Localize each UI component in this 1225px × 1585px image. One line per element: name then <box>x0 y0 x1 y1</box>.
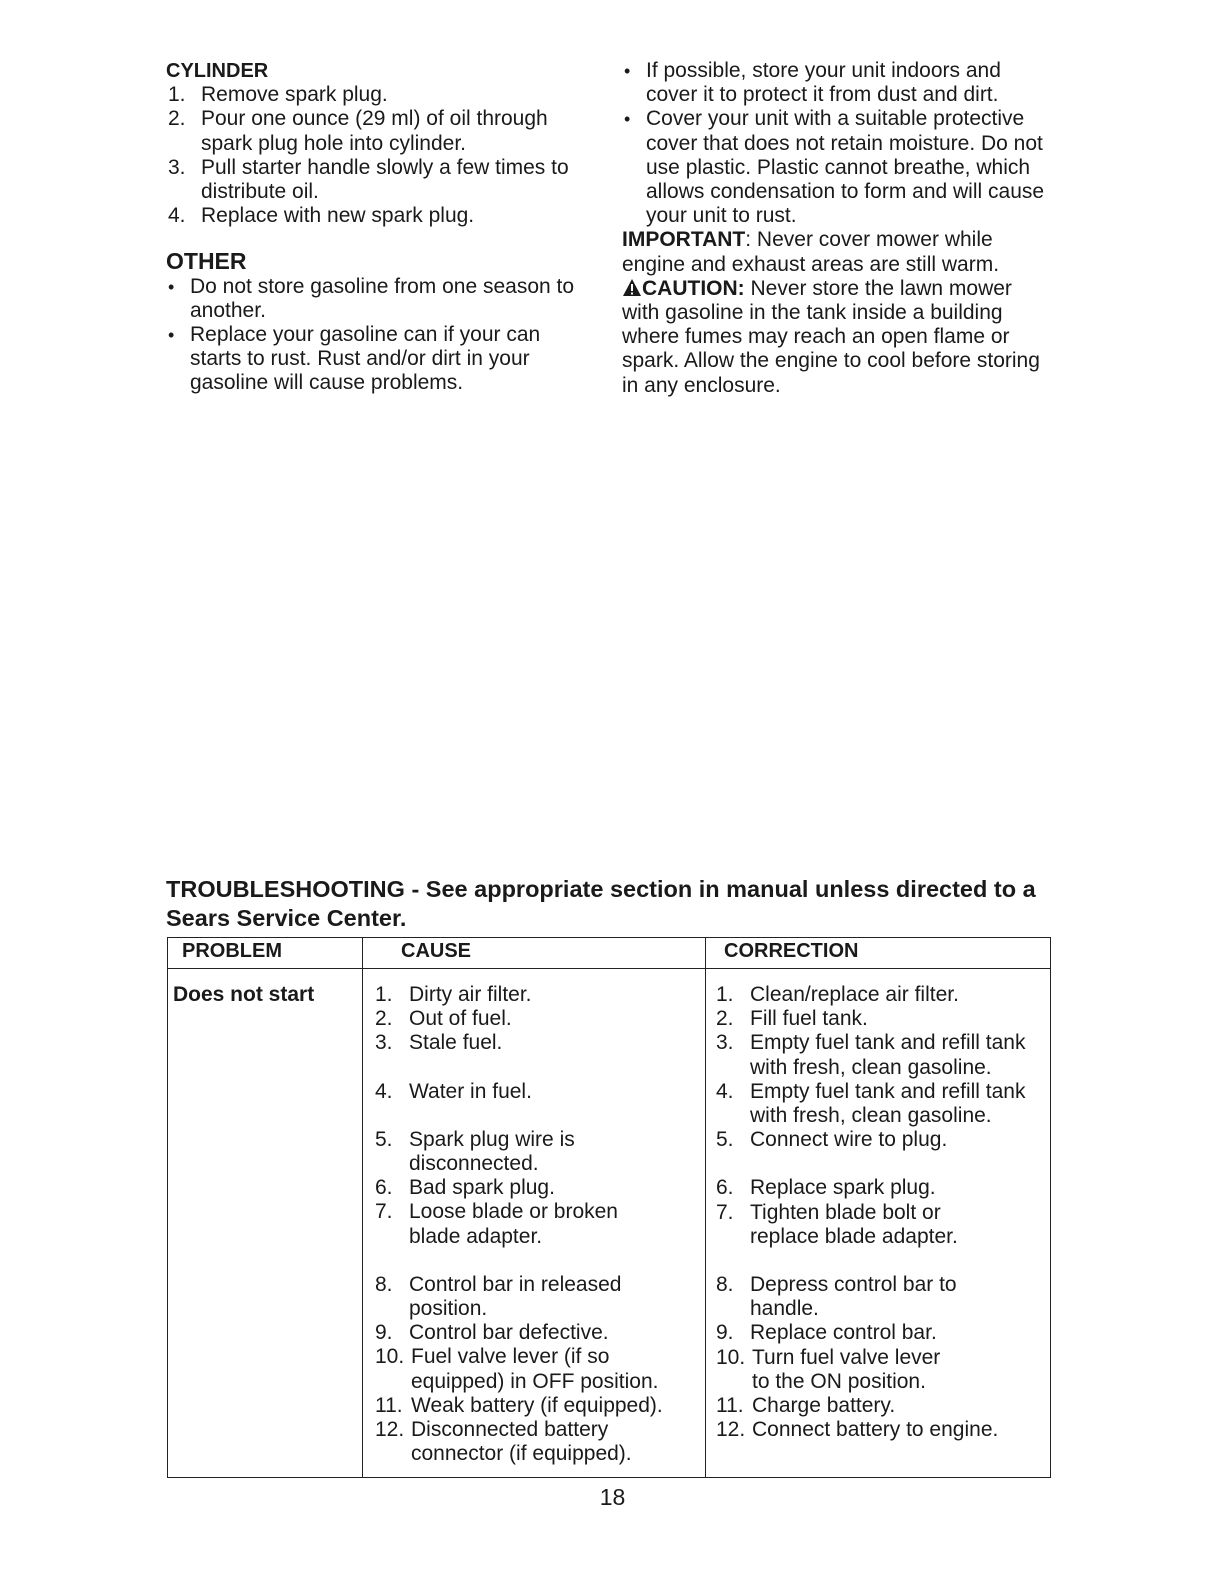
list-item: 3. Stale fuel. <box>375 1031 503 1055</box>
right-column <box>622 59 1062 398</box>
list-item: 5. Connect wire to plug. <box>716 1128 948 1152</box>
list-item: 4. Empty fuel tank and refill tank with fresh, clean gasoline. <box>716 1079 1026 1128</box>
bullet-icon: • <box>624 109 631 130</box>
list-item: 5. Spark plug wire is disconnected. <box>375 1127 575 1176</box>
left-column <box>166 59 606 396</box>
list-item: 1. Remove spark plug. <box>168 83 388 107</box>
problem-cell: Does not start <box>168 969 363 1478</box>
list-item: 4. Replace with new spark plug. <box>168 204 475 228</box>
list-item: 3. Empty fuel tank and refill tank with fresh, clean gasoline. <box>716 1031 1026 1079</box>
other-bullets <box>166 275 606 396</box>
important-label: IMPORTANT <box>622 228 746 252</box>
list-item: 7. Loose blade or broken blade adapter. <box>375 1200 618 1248</box>
list-item: 1. Clean/replace air filter. <box>716 983 959 1006</box>
caution-label: CAUTION: <box>642 276 745 300</box>
cause-list <box>375 983 705 1466</box>
list-item: 9. Replace control bar. <box>716 1321 937 1345</box>
page-number: 18 <box>599 1484 626 1510</box>
bullet-icon: • <box>168 276 175 297</box>
list-item: 2. Out of fuel. <box>375 1007 512 1031</box>
list-item: • Cover your unit with a suitable protective cover that does not retain moisture. Do not use plastic. Plastic cannot breathe, which allows condensation to form and will cause your unit to rust. <box>624 107 1045 228</box>
list-item: 8. Depress control bar to handle. <box>716 1273 957 1321</box>
list-item: 6. Replace spark plug. <box>716 1176 936 1200</box>
list-item: 7. Tighten blade bolt or replace blade adapter. <box>716 1200 958 1248</box>
list-item: 11. Weak battery (if equipped). <box>375 1393 663 1417</box>
list-item: 9. Control bar defective. <box>375 1321 609 1345</box>
correction-list <box>716 983 1050 1442</box>
list-item: 12. Connect battery to engine. <box>716 1418 999 1442</box>
list-item: 2. Fill fuel tank. <box>716 1007 868 1031</box>
troubleshooting-title: TROUBLESHOOTING - See appropriate section in manual unless directed to a Sears Service Center. <box>166 876 1036 931</box>
problem-header: PROBLEM <box>168 938 363 969</box>
table-row <box>168 969 1051 1478</box>
list-item: 10. Turn fuel valve lever to the ON position. <box>716 1345 941 1393</box>
list-item: 12. Disconnected battery connector (if equipped). <box>375 1418 632 1466</box>
list-item: • If possible, store your unit indoors and cover it to protect it from dust and dirt. <box>624 59 1001 107</box>
correction-header: CORRECTION <box>706 938 1051 969</box>
important-note: IMPORTANT: Never cover mower while engine and exhaust areas are still warm. <box>622 228 1000 276</box>
cylinder-steps <box>166 83 606 228</box>
list-item: 2. Pour one ounce (29 ml) of oil through spark plug hole into cylinder. <box>168 107 548 155</box>
cause-header: CAUSE <box>363 938 706 969</box>
bullet-icon: • <box>168 325 175 346</box>
list-item: 8. Control bar in released position. <box>375 1272 622 1321</box>
list-item: 6. Bad spark plug. <box>375 1176 555 1200</box>
list-item: • Replace your gasoline can if your can starts to rust. Rust and/or dirt in your gasoline will cause problems. <box>168 323 541 395</box>
list-item: 10. Fuel valve lever (if so equipped) in OFF position. <box>375 1345 659 1393</box>
troubleshooting-table <box>167 937 1051 1478</box>
list-item: • Do not store gasoline from one season to another. <box>168 274 575 322</box>
table-header-row <box>168 938 1051 969</box>
list-item: 4. Water in fuel. <box>375 1079 532 1103</box>
storage-bullets <box>622 59 1062 228</box>
cause-cell <box>363 969 706 1478</box>
list-item: 11. Charge battery. <box>716 1394 896 1418</box>
correction-cell <box>706 969 1051 1478</box>
other-heading: OTHER <box>166 248 247 275</box>
cylinder-heading: CYLINDER <box>166 60 269 82</box>
warning-icon <box>622 278 642 297</box>
list-item: 1. Dirty air filter. <box>375 983 532 1006</box>
caution-note: CAUTION: Never store the lawn mower with gasoline in the tank inside a building where fumes may reach an open flame or spark. Allow the engine to cool before storing in any enclosure. <box>622 276 1040 397</box>
bullet-icon: • <box>624 61 631 81</box>
list-item: 3. Pull starter handle slowly a few times to distribute oil. <box>168 155 569 204</box>
